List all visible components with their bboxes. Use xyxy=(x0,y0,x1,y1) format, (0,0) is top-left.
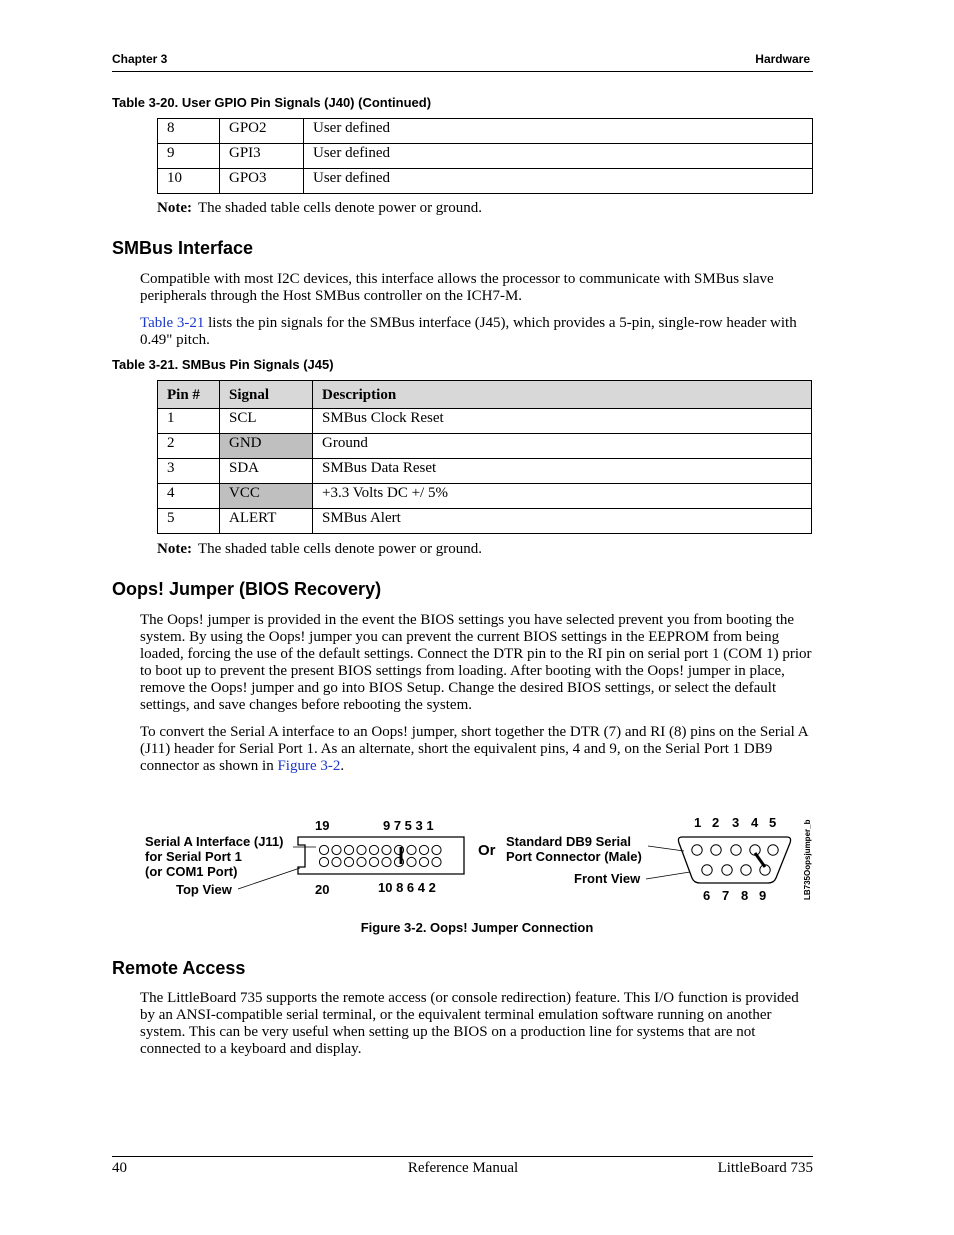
signal-cell-shaded: VCC xyxy=(220,484,313,509)
description-cell: SMBus Clock Reset xyxy=(313,409,812,434)
db9-pin-label: 9 xyxy=(759,888,767,903)
figure-caption: Figure 3-2. Oops! Jumper Connection xyxy=(360,920,594,935)
figure-label-db9: Standard DB9 Serial xyxy=(506,834,631,849)
table-row xyxy=(158,459,812,484)
oops-para-2 xyxy=(140,724,815,775)
footer-rule xyxy=(112,1156,813,1157)
figure-label-serial-port: for Serial Port 1 xyxy=(145,849,242,864)
footer-product: LittleBoard 735 xyxy=(717,1160,813,1176)
db9-pin-label: 3 xyxy=(732,815,740,830)
table-21-note xyxy=(157,541,482,558)
description-cell: User defined xyxy=(304,119,813,144)
note-text: The shaded table cells denote power or ground. xyxy=(197,541,483,557)
header-pin xyxy=(382,857,391,866)
table-header-row xyxy=(158,381,812,409)
header-pin xyxy=(432,857,441,866)
signal-cell: GPO3 xyxy=(220,169,304,194)
header-bottom-pin-labels: 10 8 6 4 2 xyxy=(378,880,436,895)
header-pin xyxy=(332,857,341,866)
db9-pin-label: 7 xyxy=(722,888,730,903)
oops-heading: Oops! Jumper (BIOS Recovery) xyxy=(112,579,382,599)
column-header-pin: Pin # xyxy=(158,381,220,409)
table-row xyxy=(158,509,812,534)
pin-cell: 3 xyxy=(158,459,220,484)
note-label: Note: xyxy=(157,541,192,557)
pin-cell: 5 xyxy=(158,509,220,534)
header-pin xyxy=(319,845,328,854)
pin-cell: 9 xyxy=(158,144,220,169)
column-header-description: Description xyxy=(313,381,812,409)
db9-jumper-short xyxy=(755,853,765,867)
chapter-label: Chapter 3 xyxy=(112,52,168,66)
figure-label-top-view: Top View xyxy=(176,882,232,897)
oops-jumper-figure xyxy=(0,800,954,910)
table-row xyxy=(158,434,812,459)
db9-pin-label: 2 xyxy=(712,815,720,830)
header-pin xyxy=(382,845,391,854)
db9-connector-outline xyxy=(678,837,790,883)
table-20-caption: Table 3-20. User GPIO Pin Signals (J40) (Continued) xyxy=(112,95,432,110)
figure-label-front-view: Front View xyxy=(574,871,641,886)
table-21-caption: Table 3-21. SMBus Pin Signals (J45) xyxy=(112,357,334,372)
smbus-para-2 xyxy=(140,315,815,349)
header-pin-20-label: 20 xyxy=(315,882,330,897)
oops-para-1: The Oops! jumper is provided in the event the BIOS settings you have selected prevent you from booting the system. By using the Oops! jumper you can prevent the current BIOS settings in the EEPROM from being loaded, forcing the use of the default settings. Connect the DTR pin to the RI pin on serial port 1 (COM 1) prior to boot up to prevent the present BIOS settings from loading. After booting with the Oops! jumper in place, remove the Oops! jumper and go into BIOS Setup. Change the desired BIOS settings, or select the default settings, and save changes before rebooting the system. xyxy=(140,612,812,713)
db9-pin-label: 5 xyxy=(769,815,777,830)
page-number: 40 xyxy=(112,1160,127,1176)
header-pin xyxy=(407,857,416,866)
leader-line xyxy=(646,872,690,879)
signal-cell-shaded: GND xyxy=(220,434,313,459)
note-text: The shaded table cells denote power or ground. xyxy=(197,200,483,216)
serial-a-header-pins xyxy=(319,845,441,866)
header-rule xyxy=(112,71,813,72)
figure-label-db9-male: Port Connector (Male) xyxy=(506,849,642,864)
figure-or-label: Or xyxy=(478,842,496,859)
table-row xyxy=(158,169,813,194)
serial-a-header-outline xyxy=(298,837,464,874)
header-pin xyxy=(332,845,341,854)
db9-pin-label: 6 xyxy=(703,888,711,903)
signal-cell: SDA xyxy=(220,459,313,484)
description-cell: SMBus Data Reset xyxy=(313,459,812,484)
table-row xyxy=(158,484,812,509)
figure-3-2-link[interactable]: Figure 3-2 xyxy=(277,758,341,774)
table-row xyxy=(158,409,812,434)
description-cell: Ground xyxy=(313,434,812,459)
figure-side-id: LB735Oopsjumper_b xyxy=(803,819,812,900)
signal-cell: SCL xyxy=(220,409,313,434)
signal-cell: GPI3 xyxy=(220,144,304,169)
db9-pin-label: 1 xyxy=(694,815,702,830)
db9-pins xyxy=(692,845,778,875)
header-pin xyxy=(432,845,441,854)
pin-cell: 2 xyxy=(158,434,220,459)
table-row xyxy=(158,144,813,169)
section-label: Hardware xyxy=(755,52,810,66)
leader-line xyxy=(238,868,300,889)
note-label: Note: xyxy=(157,200,192,216)
pin-cell: 8 xyxy=(158,119,220,144)
smbus-heading: SMBus Interface xyxy=(112,238,254,258)
leader-line xyxy=(648,846,684,851)
header-pin xyxy=(369,857,378,866)
signal-cell: GPO2 xyxy=(220,119,304,144)
header-pin-19-label: 19 xyxy=(315,818,330,833)
pin-cell: 10 xyxy=(158,169,220,194)
oops-para-2-text: To convert the Serial A interface to an Oops! jumper, short together the DTR (7) and RI (8) pins on the Serial A (J11) header for Serial Port 1. As an alternate, short the equivalent pins, 4 and 9, on the Serial Port 1 DB9 connector as shown in xyxy=(140,724,808,774)
pin-cell: 1 xyxy=(158,409,220,434)
db9-pin-label: 8 xyxy=(741,888,749,903)
figure-label-serial-a: Serial A Interface (J11) xyxy=(145,834,284,849)
description-cell: User defined xyxy=(304,144,813,169)
column-header-signal: Signal xyxy=(220,381,313,409)
header-top-pin-labels: 9 7 5 3 1 xyxy=(383,818,434,833)
header-pin xyxy=(357,857,366,866)
remote-para: The LittleBoard 735 supports the remote access (or console redirection) feature. This I/O function is provided by an ANSI-compatible serial terminal, or the equivalent terminal emulation software running on another system. This can be very useful when setting up the BIOS on a production line for systems that are not connected to a keyboard and display. xyxy=(140,990,799,1057)
smbus-para-2-text: lists the pin signals for the SMBus interface (J45), which provides a 5-pin, single-row header with 0.49" pitch. xyxy=(140,315,797,348)
table-20 xyxy=(157,118,813,194)
db9-pin-label: 4 xyxy=(751,815,759,830)
remote-heading: Remote Access xyxy=(112,958,246,978)
description-cell: SMBus Alert xyxy=(313,509,812,534)
description-cell: User defined xyxy=(304,169,813,194)
header-pin xyxy=(419,845,428,854)
figure-label-com1: (or COM1 Port) xyxy=(145,864,238,879)
table-20-note xyxy=(157,200,482,217)
pin-cell: 4 xyxy=(158,484,220,509)
header-pin xyxy=(407,845,416,854)
table-row xyxy=(158,119,813,144)
signal-cell: ALERT xyxy=(220,509,313,534)
header-pin xyxy=(319,857,328,866)
smbus-para-1: Compatible with most I2C devices, this interface allows the processor to communicate with SMBus slave peripherals through the Host SMBus controller on the ICH7-M. xyxy=(140,271,774,304)
header-pin xyxy=(357,845,366,854)
table-21 xyxy=(157,380,812,534)
footer-title: Reference Manual xyxy=(407,1160,519,1176)
oops-para-2-end: . xyxy=(340,758,345,774)
header-pin xyxy=(419,857,428,866)
header-pin xyxy=(344,857,353,866)
table-3-21-link[interactable]: Table 3-21 xyxy=(140,315,205,331)
header-pin xyxy=(344,845,353,854)
description-cell: +3.3 Volts DC +/ 5% xyxy=(313,484,812,509)
header-pin xyxy=(369,845,378,854)
